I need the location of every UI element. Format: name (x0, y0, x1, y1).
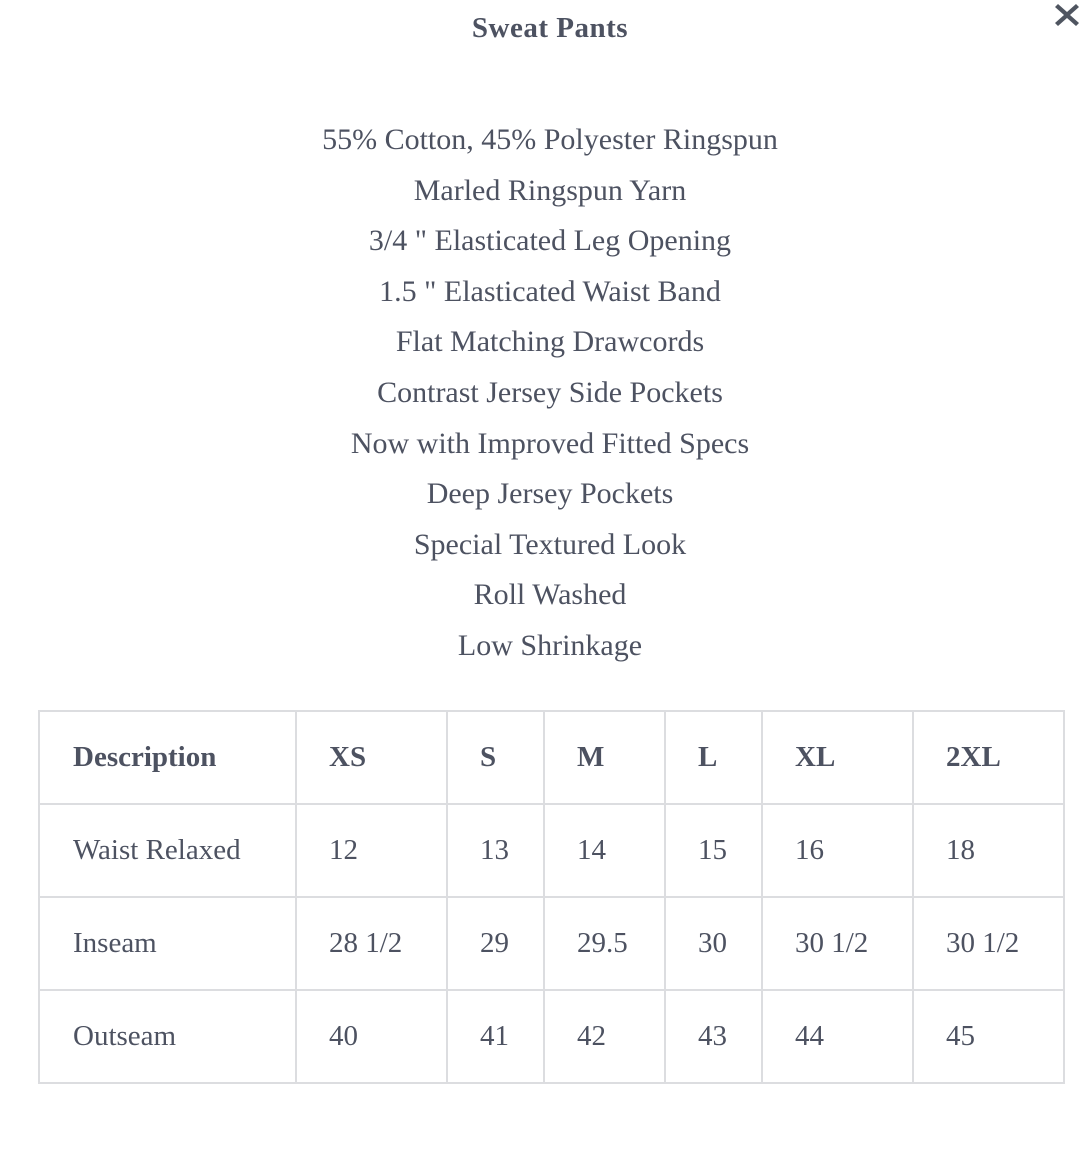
table-cell: 45 (913, 990, 1064, 1083)
table-cell: 29 (447, 897, 544, 990)
table-cell: 16 (762, 804, 913, 897)
row-label: Inseam (39, 897, 296, 990)
header-size-xs: XS (296, 711, 447, 804)
table-row (39, 990, 1064, 1083)
table-cell: 18 (913, 804, 1064, 897)
feature-item: Now with Improved Fitted Specs (350, 426, 750, 460)
table-cell: 30 (665, 897, 762, 990)
feature-item: 3/4 " Elasticated Leg Opening (368, 224, 732, 258)
feature-item: Contrast Jersey Side Pockets (377, 375, 723, 409)
size-chart-table (38, 710, 1065, 1084)
header-size-s: S (447, 711, 544, 804)
feature-item: Flat Matching Drawcords (395, 325, 705, 359)
page-title: Sweat Pants (471, 12, 629, 44)
table-row (39, 804, 1064, 897)
table-row (39, 897, 1064, 990)
header-size-xl: XL (762, 711, 913, 804)
feature-list (0, 115, 1080, 672)
table-cell: 30 1/2 (762, 897, 913, 990)
table-cell: 13 (447, 804, 544, 897)
table-cell: 14 (544, 804, 665, 897)
table-cell: 30 1/2 (913, 897, 1064, 990)
feature-item: Deep Jersey Pockets (426, 477, 674, 511)
header-size-2xl: 2XL (913, 711, 1064, 804)
row-label: Waist Relaxed (39, 804, 296, 897)
feature-item: 55% Cotton, 45% Polyester Ringspun (322, 123, 778, 156)
table-cell: 40 (296, 990, 447, 1083)
feature-item: 1.5 " Elasticated Waist Band (379, 274, 721, 308)
table-cell: 29.5 (544, 897, 665, 990)
table-cell: 42 (544, 990, 665, 1083)
table-header-row (39, 711, 1064, 804)
table-cell: 44 (762, 990, 913, 1083)
header-size-m: M (544, 711, 665, 804)
feature-item: Special Textured Look (413, 527, 687, 561)
table-cell: 28 1/2 (296, 897, 447, 990)
feature-item: Roll Washed (473, 578, 627, 612)
table-cell: 15 (665, 804, 762, 897)
header-description: Description (39, 711, 296, 804)
header-size-l: L (665, 711, 762, 804)
feature-item: Low Shrinkage (457, 628, 643, 662)
table-cell: 41 (447, 990, 544, 1083)
table-cell: 43 (665, 990, 762, 1083)
table-cell: 12 (296, 804, 447, 897)
row-label: Outseam (39, 990, 296, 1083)
feature-item: Marled Ringspun Yarn (413, 173, 687, 207)
